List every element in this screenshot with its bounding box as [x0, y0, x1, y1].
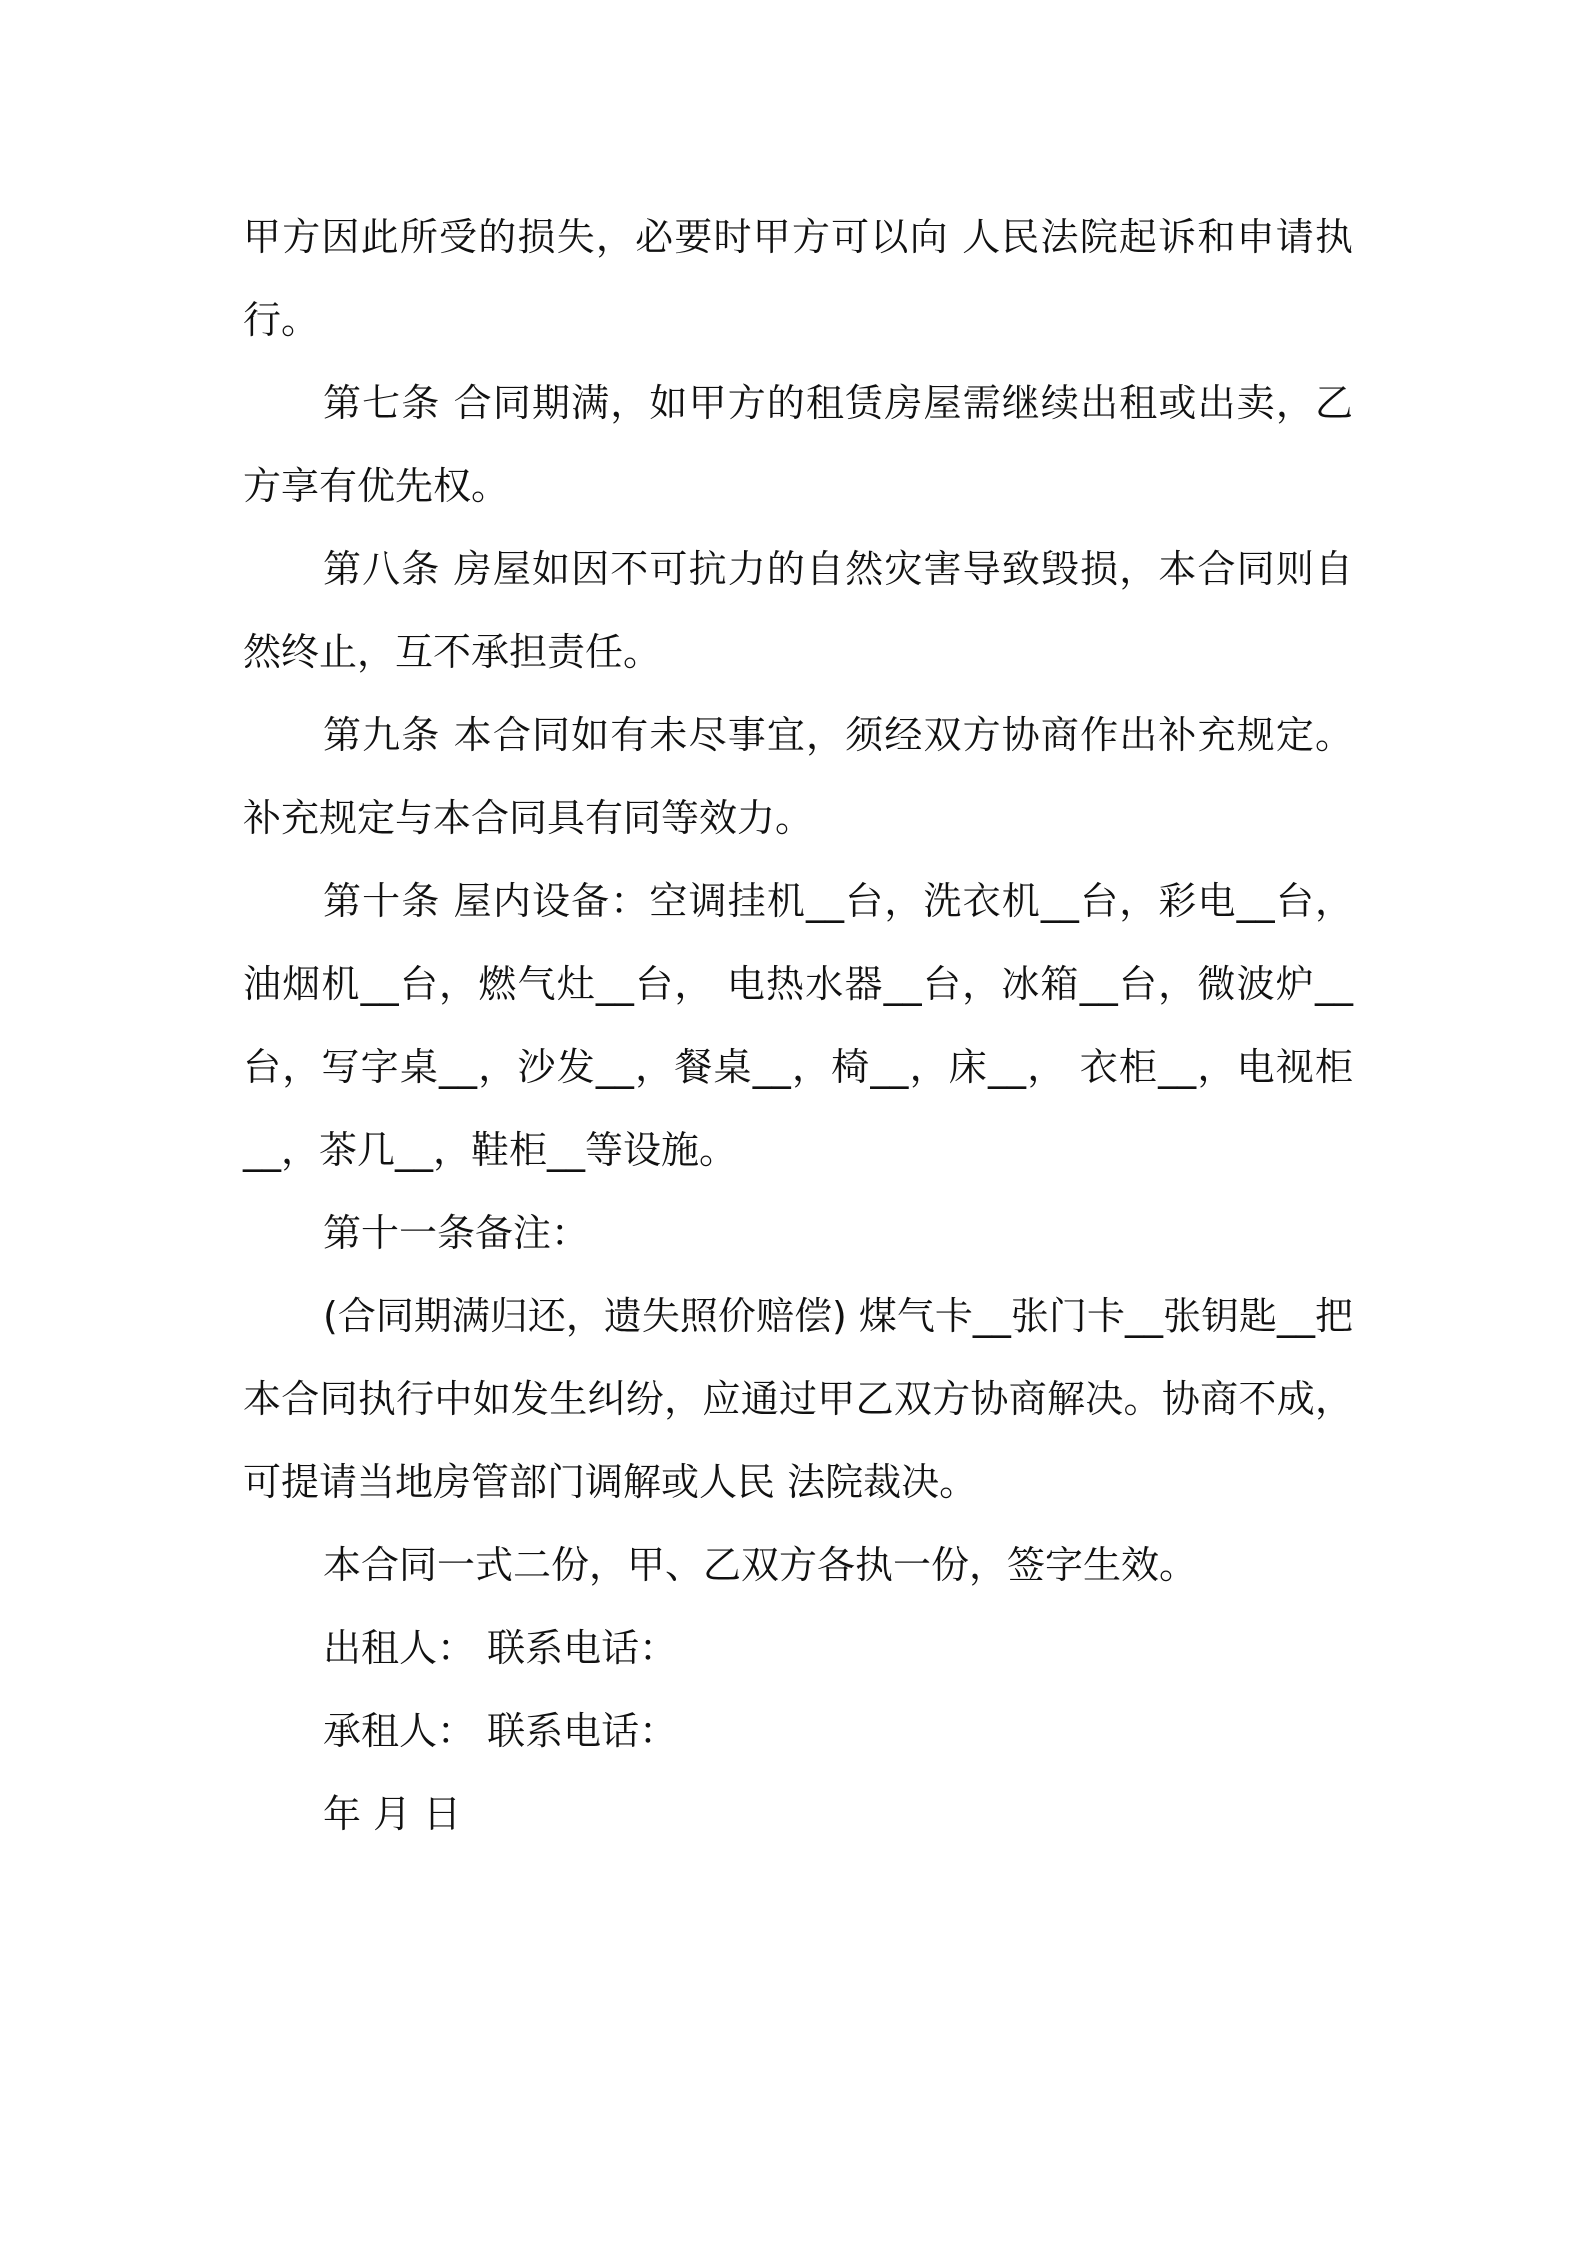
- paragraph-remarks: (合同期满归还，遗失照价赔偿) 煤气卡__张门卡__张钥匙__把 本合同执行中如发生纠纷，应通过甲乙双方协商解决。协商不成，可提请当地房管部门调解或人民 法院裁决。: [243, 1294, 1353, 1504]
- lessee-signature-line: 承租人： 联系电话：: [323, 1709, 678, 1753]
- paragraph-article-8: 第八条 房屋如因不可抗力的自然灾害导致毁损，本合同则自然终止，互不承担责任。: [243, 547, 1353, 674]
- date-line: 年 月 日: [323, 1792, 462, 1836]
- paragraph-loss-clause: 甲方因此所受的损失，必要时甲方可以向 人民法院起诉和申请执行。: [243, 215, 1353, 342]
- contract-body: [243, 196, 1353, 1856]
- paragraph-article-10: 第十条 屋内设备：空调挂机__台，洗衣机__台，彩电__台，油烟机__台，燃气灶__台， 电热水器__台，冰箱__台，微波炉__台，写字桌__，沙发__，餐桌__，椅__，床__， 衣柜__，电视柜__，茶几__，鞋柜__等设施。: [243, 879, 1353, 1172]
- lessor-signature-line: 出租人： 联系电话：: [323, 1626, 678, 1670]
- paragraph-copies: 本合同一式二份，甲、乙双方各执一份，签字生效。: [323, 1543, 1198, 1587]
- paragraph-article-7: 第七条 合同期满，如甲方的租赁房屋需继续出租或出卖，乙方享有优先权。: [243, 381, 1353, 508]
- paragraph-article-9: 第九条 本合同如有未尽事宜，须经双方协商作出补充规定。补充规定与本合同具有同等效力。: [243, 713, 1353, 840]
- paragraph-article-11: 第十一条备注：: [323, 1211, 590, 1255]
